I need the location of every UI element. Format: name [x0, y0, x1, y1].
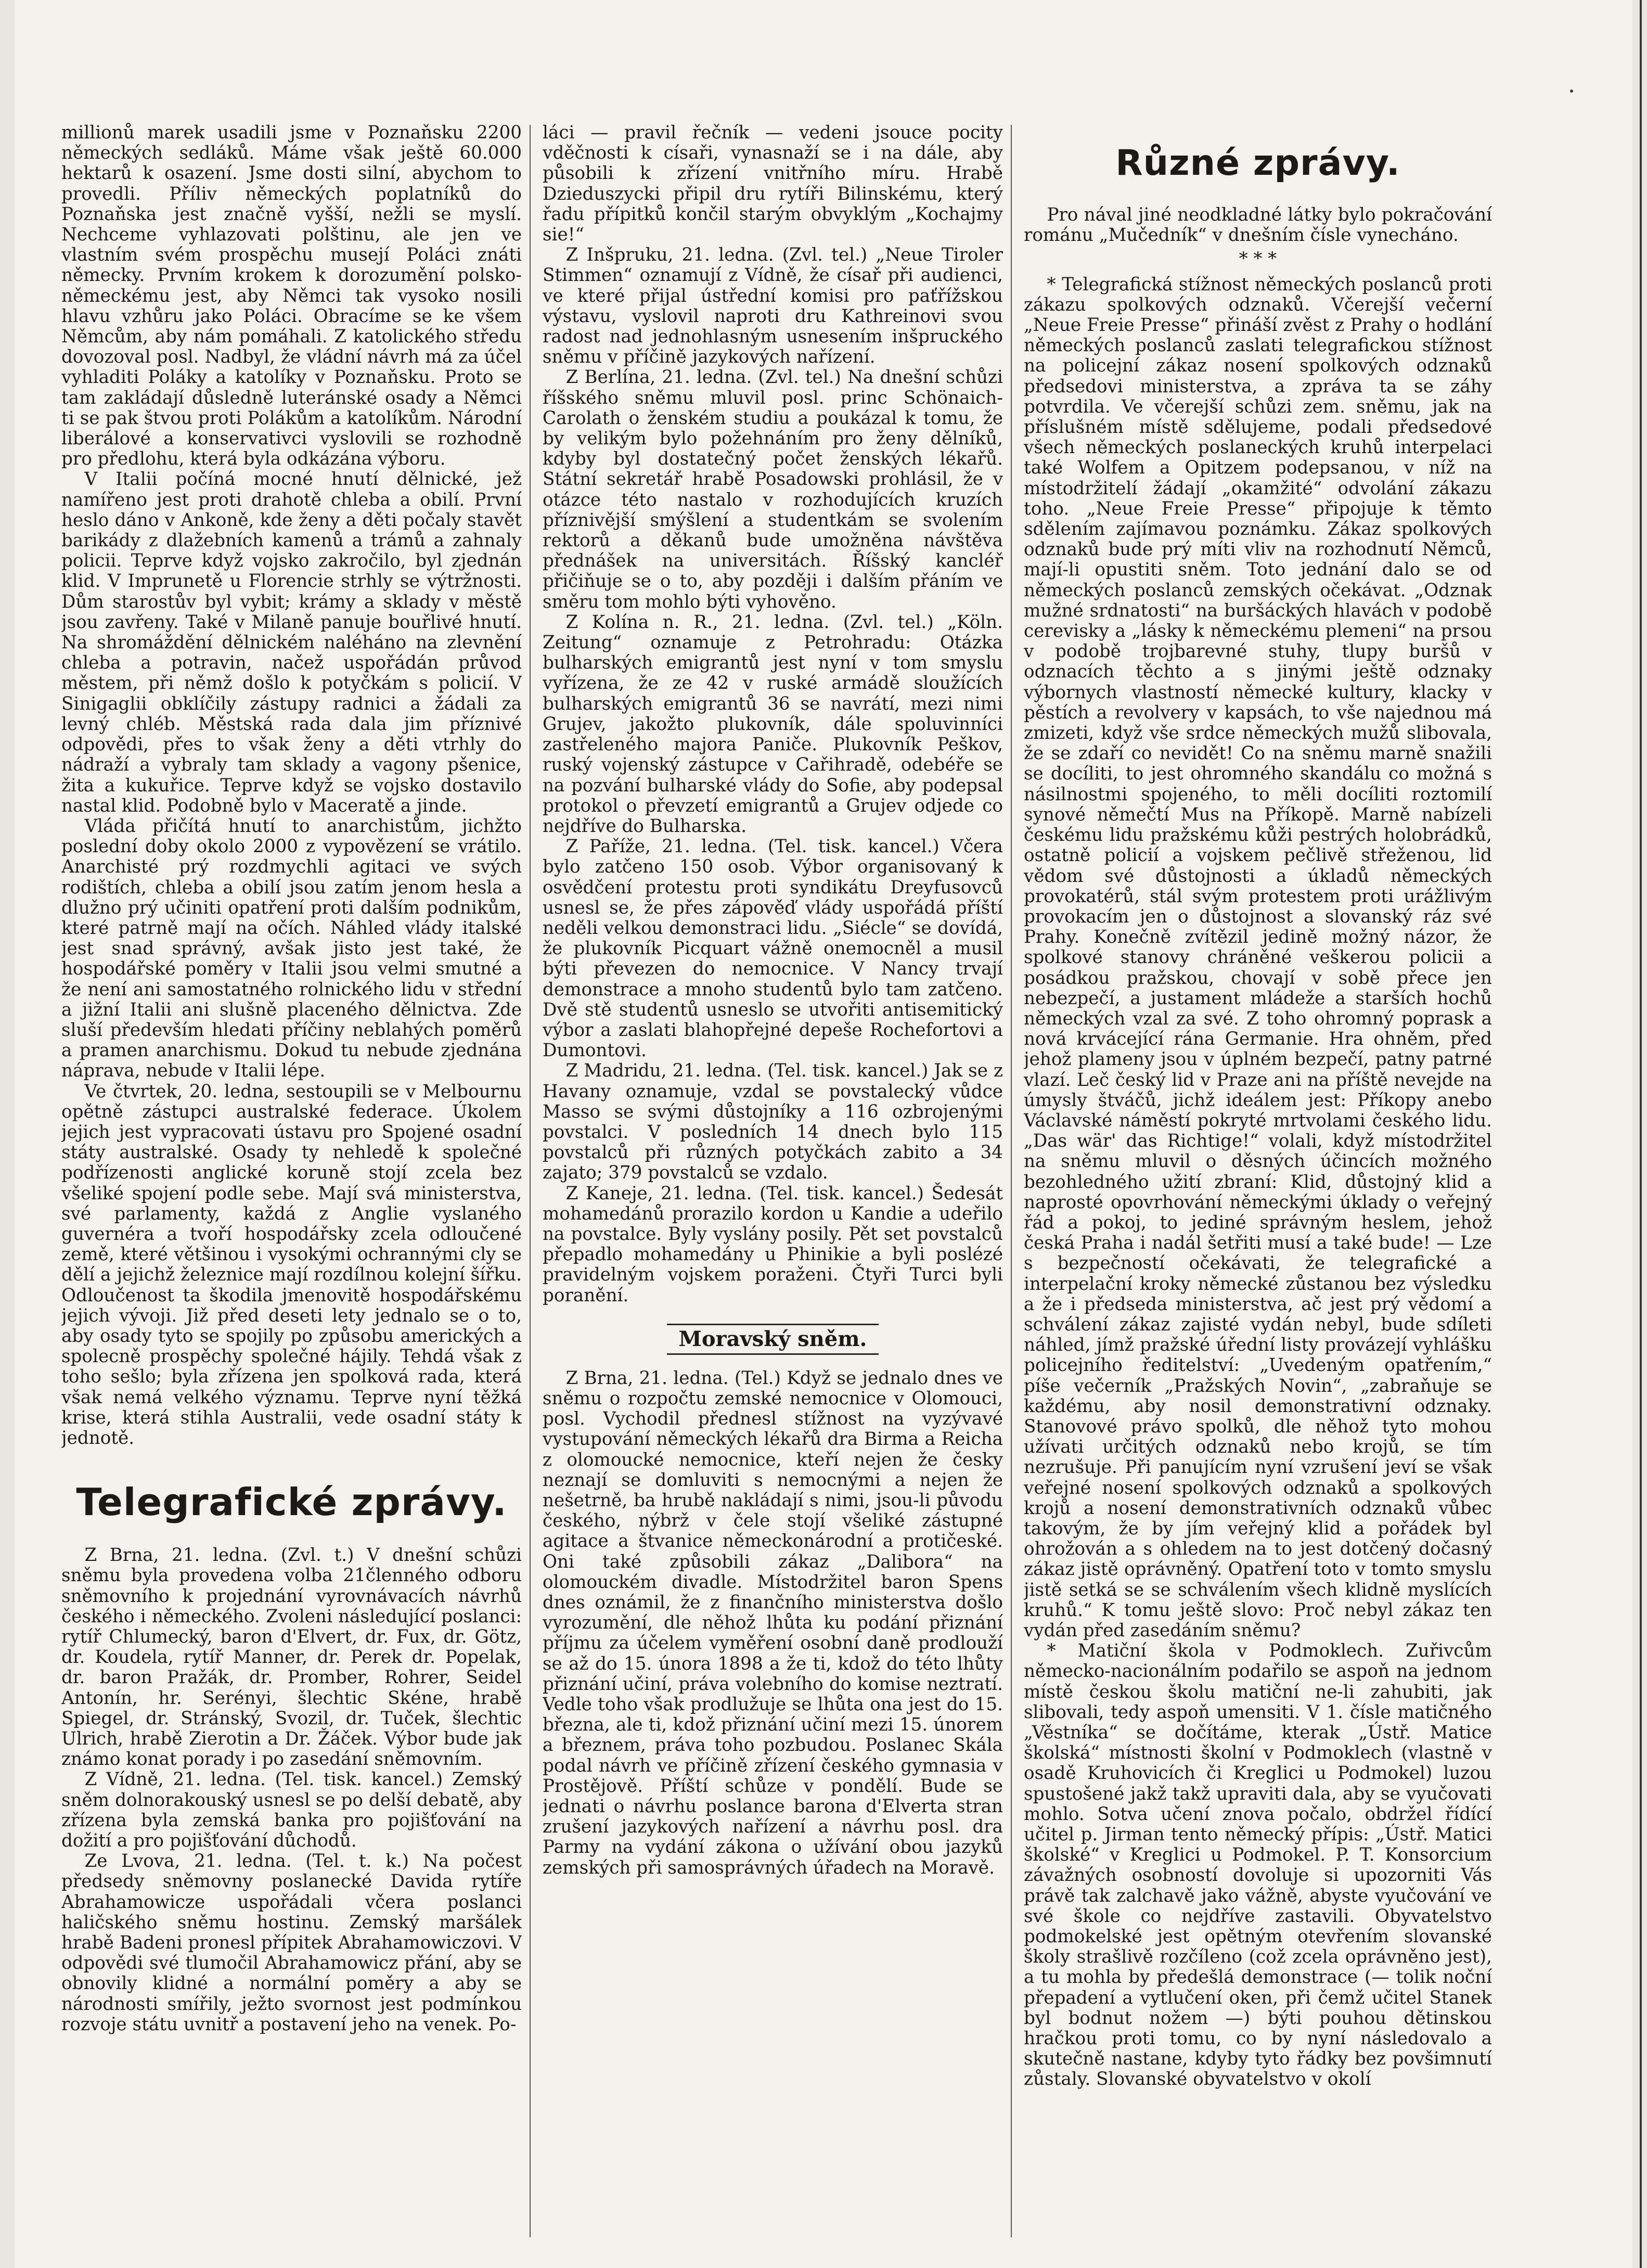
- article-paragraph: V Italii počíná mocné hnutí dělnické, jež namířeno jest proti drahotě chleba a obilí. První heslo dáno v Ankoně, kde ženy a děti počaly stavět barikády z dlažebních kamenů a trámů a zahnaly policii. Teprve když vojsko zakročilo, byl zjednán klid. V Imprunetě u Florencie strhly se výtržnosti. Dům starostův byl vybit; krámy a sklady v městě jsou zavřeny. Také v Milaně panuje bouřlivé hnutí. Na shromáždění dělnickém naléháno na zlevnění chleba a potravin, načež uspořádán průvod městem, při němž došlo k potyčkám s policií. V Sinigaglii obklíčily zástupy radnici a žádali za levný chléb. Městská rada dala jim příznivé odpovědi, přes to však ženy a děti vtrhly do nádraží a vybraly tam sklady a vagony pšenice, žita a kukuřice. Teprve když se vojsko dostavilo nastal klid. Podobně bylo v Maceratě a jinde.: [61, 469, 522, 816]
- newspaper-page: [15, 0, 1632, 2268]
- news-item: Z Paříže, 21. ledna. (Tel. tisk. kancel.) Včera bylo zatčeno 150 osob. Výbor organisovaný k osvědčení protestu proti syndikátu Dreyfusovců usnesl se, že přes zápověď vlády uspořádá příští neděli velkou demonstraci lidu. „Siécle“ se dovídá, že plukovník Picquart vážně onemocněl a musil býti převezen do nemocnice. V Nancy trvají demonstrace a mnoho studentů bylo tam zatčeno. Dvě stě studentů usneslo se utvořiti antisemitický výbor a zaslati blahopřejné depeše Rochefortovi a Dumontovi.: [543, 836, 1003, 1061]
- section-heading-moravsky-snem: Moravský sněm.: [667, 1324, 879, 1355]
- asterism-divider: * * *: [1239, 248, 1277, 270]
- article-paragraph: * Telegrafická stížnost německých poslanců proti zákazu spolkových odznaků. Včerejší večerní „Neue Freie Presse“ přináší zvěst z Prahy o hodlání německých poslanců zaslati telegrafickou stížnost na policejní zákaz nosení spolkových odznaků předsedovi ministerstva, a zpráva ta se záhy potvrdila. Ve včerejší schůzi zem. sněmu, jak na příslušném místě sdělujeme, podali předsedové všech německých poslaneckých kruhů interpelaci také Wolfem a Opitzem podepsanou, v níž na místodržitelí žádají „okamžité“ odvolání zákazu toho. „Neue Freie Presse“ připojuje k těmto sdělením zajímavou poznámku. Zákaz spolkových odznaků bude prý míti vliv na rozhodnutí Němců, mají-li opustiti sněm. Toto jednání dalo se od německých poslanců zemských očekávat. „Odznak mužné srdnatosti“ na buršáckých hlavách v podobě cerevisky a „lásky k německému plemeni“ na prsou v podobě trojbarevné stuhy, tlupy buršů v odznacích těchto a s jinými ještě odznaky výbornych vlastností německé kultury, klacky v pěstích a revolvery v kapsách, to vše najednou má zmizeti, když vše srdce německých mužů slibovala, že se zdaří co nevidět! Co na sněmu marně snažili se docíliti, to jest ohromného skandálu co možná s násilnostmi spojeného, to měli docíliti roztomilí synové němečtí Mus na Příkopě. Marně nabízeli českému lidu pražskému kůži pestrých holobrádků, ostatně policií a vojskem pečlivě střeženou, lid vědom své důstojnosti a úkladů německých provokatérů, stál svým protestem proti urážlivým provokacím jen o důstojnost a slovanský ráz své Prahy. Konečně zvítězil jedině možný názor, že spolkové stanovy chráněné veškerou policii a posádkou pražskou, chovají v sobě přece jen nebezpečí, a justament mládeže a starších hochů německých vzal za své. Z toho ohromný poprask a nová krvácející rána Germanie. Hra ohněm, před jehož plameny jsou v úplném bezpečí, patny patrné vlazí. Leč český lid v Praze ani na příště nevejde na úmysly štváčů, jichž ideálem jest: Příkopy anebo Václavské náměstí pokryté mrtvolami českého lidu. „Das wär' das Richtige!“ volali, když místodržitel na sněmu mluvil o děsných účincích možného bezohledného užití zbraní: Klid, důstojný klid a naprosté opovrhování německými úklady o veřejný řád a pokoj, to jediné správným heslem, jehož česká Praha i nadál šetřiti musí a také bude! — Lze s bezpečností očekávati, že telegrafické a interpelační kroky německé zůstanou bez výsledku a že i předseda ministerstva, ač jest prý vědomí a schválení zákaz zajisté vydán nebyl, bude sdíleti náhled, jímž pražské úřední listy provázejí vyhlášku policejního ředitelství: „Uvedeným opatřením,“ píše večerník „Pražských Novin“, „zabraňuje se každému, aby nosil demonstrativní odznaky. Stanovové právo spolků, dle něhož tyto mohou užívati určitých odznaků nebo krojů, se tím nezrušuje. Při panujícím nyní vzrušení jeví se však veřejné nosení spolkových odznaků a spolkových krojů a nosení demonstrativních odznaků vůbec takovým, že by jím veřejný klid a pořádek byl ohrožován a s ohledem na to jest dotčený dočasný zákaz jistě oprávněný. Opatření toto v tomto smyslu jistě setká se se schválením všech klidně myslících kruhů.“ K tomu ještě slovo: Proč nebyl zákaz ten vydán před zasedáním sněmu?: [1024, 274, 1492, 1642]
- news-item: Z Madridu, 21. ledna. (Tel. tisk. kancel.) Jak se z Havany oznamuje, vzdal se povstalecký vůdce Masso se svými důstojníky a 116 ozbrojenými povstalci. V posledních 14 dnech bylo 115 povstalců při různých potyčkách zabito a 34 zajato; 379 povstalců se vzdalo.: [543, 1060, 1003, 1184]
- news-item: Ze Lvova, 21. ledna. (Tel. t. k.) Na počest předsedy sněmovny poslanecké Davida rytíře Abrahamowicze uspořádali včera poslanci haličského sněmu hostinu. Zemský maršálek hrabě Badeni pronesl přípitek Abrahamowiczovi. V odpovědi své tlumočil Abrahamowicz přání, aby se obnovily klidné a normální poměry a aby se národnosti smířily, ježto svornost jest podmínkou rozvoje státu uvnitř a postavení jeho na venek. Po-: [61, 1851, 522, 2035]
- news-item: Z Inšpruku, 21. ledna. (Zvl. tel.) „Neue Tiroler Stimmen“ oznamují z Vídně, že císař při audienci, ve které přijal ústřední komisi pro paťřížskou výstavu, vyslovil naproti dru Kathreinovi svou radost nad jednohlasným usnesením inšpruckého sněmu v příčině jazykových nařízení.: [543, 245, 1003, 368]
- page-edge-line: [1640, 0, 1642, 2268]
- ink-speck: [1570, 89, 1573, 93]
- news-item: Z Vídně, 21. ledna. (Tel. tisk. kancel.) Zemský sněm dolnorakouský usnesl se po delší debatě, aby zřízena byla zemská banka pro pojišťování na dožití a pro pojišťování důchodů.: [61, 1769, 522, 1852]
- column-rule: [1011, 125, 1012, 2237]
- news-item: láci — pravil řečník — vedeni jsouce pocity vděčnosti k císaři, vynasnaží se i na dále, aby působili k zřízení vnitřního míru. Hrabě Dzieduszycki připil dru rytíři Bilinskému, který řadu přípitků končil starým obvyklým „Kochajmy sie!“: [543, 123, 1003, 246]
- news-item: Z Berlína, 21. ledna. (Zvl. tel.) Na dnešní schůzi říšského sněmu mluvil posl. princ Schönaich-Carolath o ženském studiu a poukázal k tomu, že by velikým bylo požehnáním pro ženy dělníků, kdyby byl dostatečný počet ženských lékařů. Státní sekretář hrabě Posadowski prohlásil, že v otázce této nastalo v rozhodujících kruzích příznivější smýšlení a studentkám se svolením rektorů a děkanů bude umožněna návštěva přednášek na universitách. Říšský kancléř přičiňuje se o to, aby později i dalším přáním ve směru tom mohlo býti vyhověno.: [543, 367, 1003, 612]
- news-item: Z Brna, 21. ledna. (Tel.) Když se jednalo dnes ve sněmu o rozpočtu zemské nemocnice v Olomouci, posl. Vychodil přednesl stížnost na vyzývavé vystupování německých lékařů dra Birma a Reicha z olomoucké nemocnice, kteří nejen že česky neznají se domluviti s nemocnými a nejen že nešetrně, ba hrubě nakládají s nimi, jsou-li původu českého, nýbrž v čele stojí všeliké zástupné agitace a štvanice německonárodní a protičeské. Oni také způsobili zákaz „Dalibora“ na olomouckém divadle. Místodržitel baron Spens dnes oznámil, že z finančního ministerstva došlo vyrozumění, dle něhož lhůta ku podání přiznání příjmu za účelem vyměření osobní daně prodlouží se až do 15. února 1898 a že ti, kdož do této lhůty přiznání učiní, práva volebního do komise neztratí. Vedle toho však prodlužuje se lhůta ona jest do 15. března, ale ti, kdož přiznání učiní mezi 15. únorem a březnem, práva toho pozbudou. Poslanec Skála podal návrh ve příčině zřízení českého gymnasia v Prostějově. Příští schůze v pondělí. Bude se jednati o návrhu poslance barona d'Elverta stran zrušení jazykových nařízení a návrhu posl. dra Parmy na vydání zákona o užívání obou jazyků zemských při samosprávných úřadech na Moravě.: [543, 1367, 1003, 1878]
- notice-paragraph: Pro nával jiné neodkladné látky bylo pokračování románu „Mučedník“ v dnešním čísle vynecháno.: [1024, 204, 1492, 246]
- article-paragraph: millionů marek usadili jsme v Poznaňsku 2200 německých sedláků. Máme však ještě 60.000 hektarů k osazení. Jsme dosti silní, abychom to provedli. Příliv německých poplatníků do Poznaňska jest značně vyšší, nežli se myslí. Nechceme vyhlazovati polštinu, ale jen ve vlastním svém prospěchu musejí Poláci znáti německy. Prvním krokem k dorozumění polsko-německému jest, aby Němci tak vysoko nosili hlavu vzhůru jako Poláci. Obracíme se ke všem Němcům, aby nám pomáhali. Z katolického středu dovozoval posl. Nadbyl, že vládní návrh má za účel vyhladiti Poláky a katolíky v Poznaňsku. Proto se tam zakládají důsledně luteránské osady a Němci ti se pak štvou proti Polákům a katolíkům. Národní liberálové a konservativci vyslovili se rozhodně pro předlohu, která byla odkázána výboru.: [61, 123, 522, 470]
- section-heading-telegraf: Telegrafické zprávy.: [76, 1480, 507, 1524]
- article-paragraph: Vláda přičítá hnutí to anarchistům, jichžto poslední doby okolo 2000 z vypovězení se vrátilo. Anarchisté prý rozdmychli agitaci ve svých rodištích, chleba a obilí jsou zatím jenom hesla a dlužno prý učiniti opatření proti dalším podnikům, které patrně mají na očích. Náhled vlády italské jest snad správný, avšak jisto jest také, že hospodářské poměry v Italii jsou velmi smutné a že není ani samostatného rolnického lidu v střední a jižní Italii ani slušně placeného dělnictva. Zde sluší především hledati příčiny neblahých poměrů a pramen anarchismu. Dokud tu nebude zjednána náprava, nebude v Italii lépe.: [61, 815, 522, 1082]
- section-heading-ruzne-zpravy: Různé zprávy.: [1115, 143, 1400, 184]
- column-rule: [530, 125, 531, 2237]
- news-item: Z Kaneje, 21. ledna. (Tel. tisk. kancel.) Šedesát mohamedánů prorazilo kordon u Kandie a udeřilo na povstalce. Byly vyslány posily. Pět set povstalců přepadlo mohamedány u Phinikie a byli poslézé pravidelným vojskem poraženi. Čtyři Turci byli poranění.: [543, 1183, 1003, 1306]
- column-3: [1024, 123, 1492, 2237]
- news-item: Z Brna, 21. ledna. (Zvl. t.) V dnešní schůzi sněmu byla provedena volba 21členného odboru sněmovního k projednání vyrovnávacích návrhů českého i německého. Zvoleni následující poslanci: rytíř Chlumecký, baron d'Elvert, dr. Fux, dr. Götz, dr. Koudela, rytíř Manner, dr. Perek dr. Popelak, dr. baron Pražák, dr. Promber, Rohrer, Seidel Antonín, hr. Serényi, šlechtic Skéne, hrabě Spiegel, dr. Stránský, Svozil, dr. Tuček, šlechtic Ulrich, hrabě Zierotin a Dr. Žáček. Výbor bude jak známo konat porady i po zasedání sněmovním.: [61, 1545, 522, 1770]
- column-2: [543, 123, 1003, 2237]
- news-item: Z Kolína n. R., 21. ledna. (Zvl. tel.) „Köln. Zeitung“ oznamuje z Petrohradu: Otázka bulharských emigrantů jest nyní v tom smyslu vyřízena, že ze 42 v ruské armádě sloužících bulharských emigrantů 36 se navrátí, mezi nimi Grujev, jakožto plukovník, dále spoluvinníci zastřeleného majora Paniče. Plukovník Peškov, ruský vojenský zástupce v Cařihradě, odebéře se na pozvání bulharské vlády do Sofie, aby podepsal protokol o převzetí emigrantů a Grujev odjede co nejdříve do Bulharska.: [543, 611, 1003, 837]
- article-paragraph: * Matiční škola v Podmoklech. Zuřivcům německo-nacionálním podařilo se aspoň na jednom místě českou školu matiční ne-li zahubiti, jak slibovali, tedy aspoň umensiti. V 1. čísle matičného „Věstníka“ se dočítáme, kterak „Ústř. Matice školská“ místnosti školní v Podmoklech (vlastně v osadě Kruhovicích či Kreglici u Podmokel) luzou spustošené jakž takž upraviti dala, aby se vyučovati mohlo. Sotva učení znova počalo, obdržel řídící učitel p. Jirman tento německý přípis: „Ústř. Matici školské“ v Kreglici u Podmokel. P. T. Konsorcium závažných osobností dovoluje si upozorniti Vás právě tak zalchavě jako vážně, abyste vyučování ve své škole co nejdříve zastavili. Obyvatelstvo podmokelské jest opětným otevřením slovanské školy strašlivě rozčíleno (což zcela oprávněno jest), a tu mohla by předešlá demonstrace (— tolik noční přepadení a vytlučení oken, při čemž učitel Stanek byl bodnut nožem —) býti pouhou dětinskou hračkou proti tomu, co by nyní následovalo a skutečně nastane, kdyby tyto řádky bez povšimnutí zůstaly. Slovanské obyvatelstvo v okolí: [1024, 1641, 1492, 2090]
- article-paragraph: Ve čtvrtek, 20. ledna, sestoupili se v Melbournu opětně zástupci australské federace. Úkolem jejich jest vypracovati ústavu pro Spojené osadní státy australské. Osady ty nehledě k společné podřízenosti anglické koruně stojí zcela bez všeliké spojení podle sebe. Mají svá ministerstva, své parlamenty, každá z Anglie vyslaného guvernéra a tvoří hospodářsky zcela odloučené země, které většinou i vysokými ochrannými cly se dělí a jejichž železnice mají rozdílnou kolejní šířku. Odloučenost ta škodila jmenovitě hospodářskému jejich vývoji. Již před deseti lety jednalo se o to, aby osady tyto se spojily po způsobu amerických a spolecně prospěchy společné hájily. Tehdá však z toho sešlo; byla zřízena jen spolková rada, která však nemá velkého významu. Teprve nyní těžká krise, která stihla Australii, vede osadní státy k jednotě.: [61, 1081, 522, 1449]
- column-1: [61, 123, 522, 2237]
